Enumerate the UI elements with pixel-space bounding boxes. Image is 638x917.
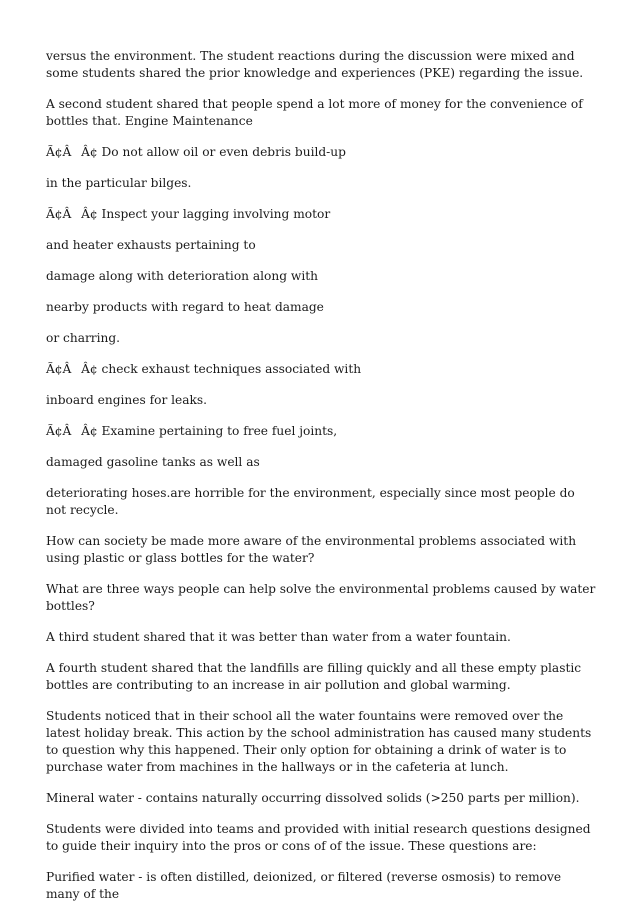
paragraph: How can society be made more aware of the environmental problems associated with using plastic or glass bottles for the water? [46, 534, 577, 565]
document-body [46, 48, 598, 917]
paragraph: Ã¢ÂÂ¢ check exhaust techniques associated with [46, 362, 362, 376]
paragraph: damaged gasoline tanks as well as [46, 455, 260, 469]
paragraph: Ã¢ÂÂ¢ Examine pertaining to free fuel joints, [46, 424, 338, 438]
paragraph: Students were divided into teams and provided with initial research questions designed to guide their inquiry into the pros or cons of of the issue. These questions are: [46, 822, 591, 853]
paragraph: or charring. [46, 331, 121, 345]
paragraph: versus the environment. The student reactions during the discussion were mixed and some students shared the prior knowledge and experiences (PKE) regarding the issue. [46, 49, 584, 80]
paragraph: Mineral water - contains naturally occurring dissolved solids (>250 parts per million). [46, 791, 580, 805]
paragraph: A fourth student shared that the landfills are filling quickly and all these empty plastic bottles are contributing to an increase in air pollution and global warming. [46, 661, 582, 692]
paragraph: deteriorating hoses.are horrible for the environment, especially since most people do not recycle. [46, 486, 575, 517]
paragraph: Purified water - is often distilled, deionized, or filtered (reverse osmosis) to remove many of the [46, 870, 562, 901]
paragraph: What are three ways people can help solve the environmental problems caused by water bottles? [46, 582, 596, 613]
paragraph: nearby products with regard to heat damage [46, 300, 324, 314]
paragraph: in the particular bilges. [46, 176, 192, 190]
paragraph: damage along with deterioration along with [46, 269, 318, 283]
paragraph: Students noticed that in their school all the water fountains were removed over the latest holiday break. This action by the school administration has caused many students to question why this happened. Their only option for obtaining a drink of water is to purchase water from machines in the hallways or in the cafeteria at lunch. [46, 709, 592, 774]
paragraph: A second student shared that people spend a lot more of money for the convenience of bottles that. Engine Maintenance [46, 97, 583, 128]
paragraph: Ã¢ÂÂ¢ Inspect your lagging involving motor [46, 207, 331, 221]
paragraph: inboard engines for leaks. [46, 393, 208, 407]
paragraph: A third student shared that it was better than water from a water fountain. [46, 630, 511, 644]
paragraph: Ã¢ÂÂ¢ Do not allow oil or even debris build-up [46, 145, 346, 159]
paragraph: and heater exhausts pertaining to [46, 238, 256, 252]
